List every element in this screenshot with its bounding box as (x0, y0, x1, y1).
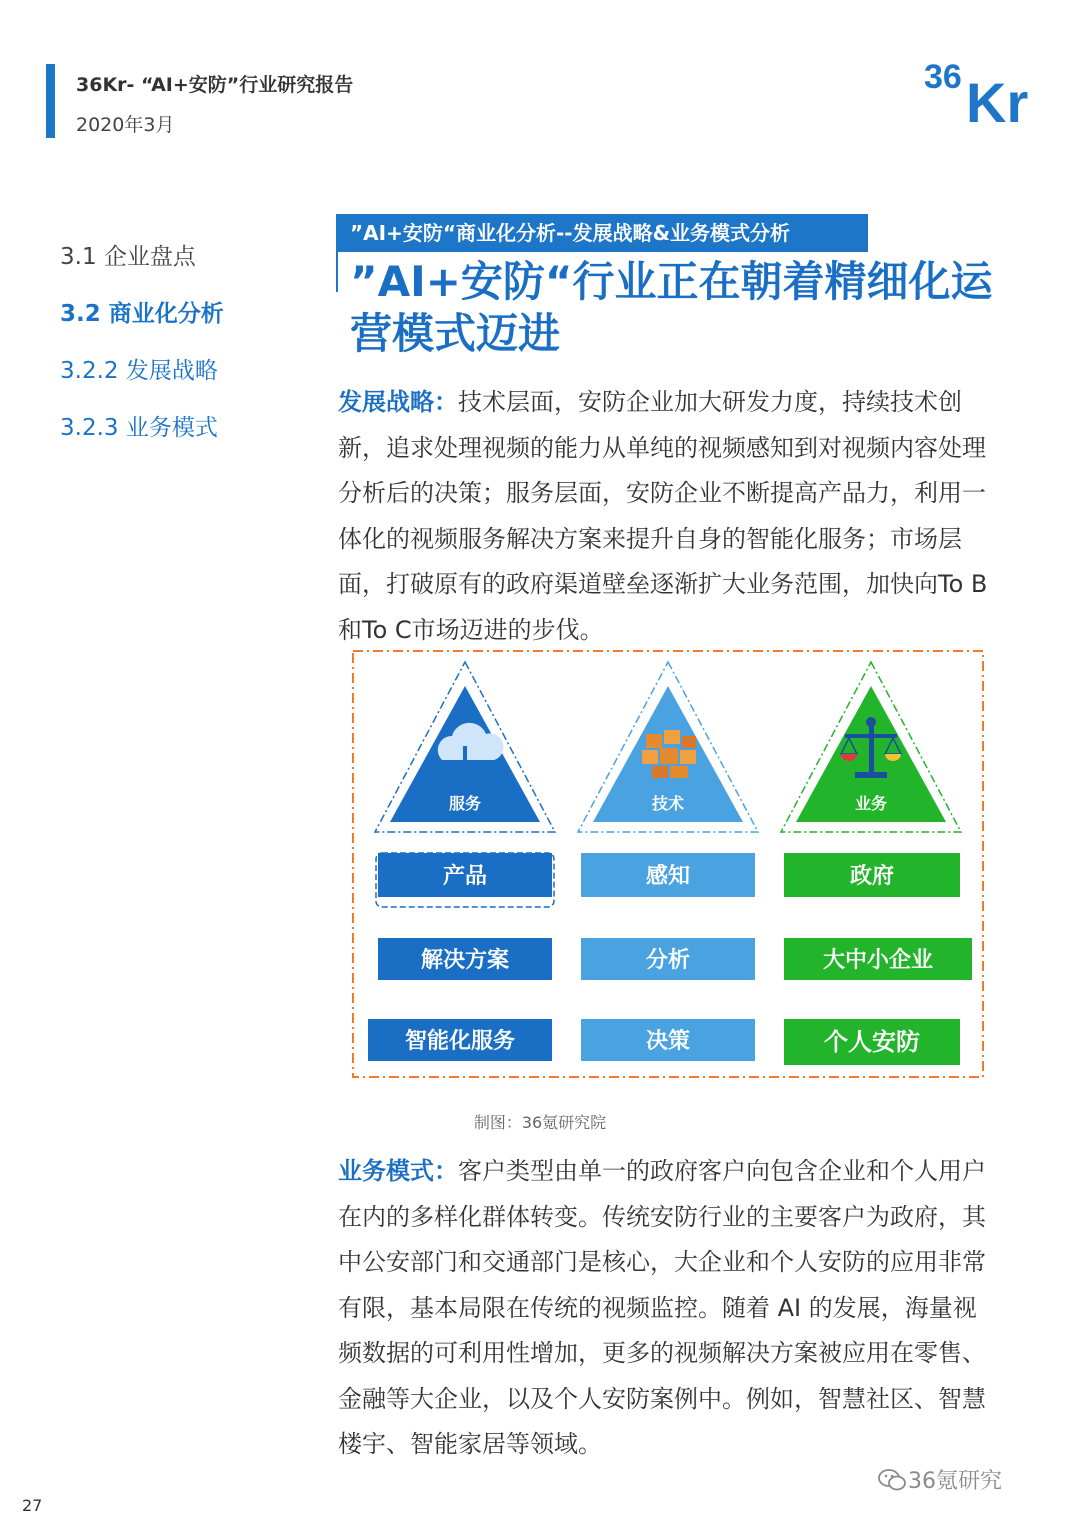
paragraph-text: 技术层面，安防企业加大研发力度，持续技术创新，追求处理视频的能力从单纯的视频感知到对视频内容处理分析后的决策；服务层面，安防企业不断提高产品力，利用一体化的视频服务解决方案来提升自身的智能化服务；市场层面，打破原有的政府渠道壁垒逐渐扩大业务范围，加快向To B和To C市场迈进的步伐。 (338, 388, 988, 644)
box-label: 大中小企业 (822, 948, 934, 973)
diagram-caption: 制图：36氪研究院 (473, 1113, 607, 1132)
wechat-icon (878, 1468, 906, 1492)
paragraph-text: 客户类型由单一的政府客户向包含企业和个人用户在内的多样化群体转变。传统安防行业的主要客户为政府，其中公安部门和交通部门是核心，大企业和个人安防的应用非常有限，基本局限在传统的视频监控。随着 AI 的发展，海量视频数据的可利用性增加，更多的视频解决方案被应用在零售、金融等大企业，以及个人安防案例中。例如，智慧社区、智慧楼宇、智能家居等领域。 (338, 1157, 986, 1458)
paragraph-lead: 业务模式： (338, 1157, 458, 1185)
nav-item-business-model[interactable]: 3.2.3 业务模式 (60, 415, 218, 441)
strategy-diagram (352, 650, 984, 1078)
box-label: 个人安防 (824, 1028, 920, 1056)
paragraph-business-model (338, 1149, 988, 1468)
box-label: 解决方案 (420, 948, 510, 973)
nav-item-commercialization[interactable]: 3.2 商业化分析 (60, 301, 224, 327)
logo-kr: Kr (966, 71, 1029, 130)
36kr-logo (918, 56, 1048, 130)
triangle-label: 业务 (854, 794, 888, 813)
page-number: 27 (22, 1496, 43, 1515)
paragraph-lead: 发展战略： (338, 388, 458, 416)
box-label: 产品 (442, 864, 488, 889)
page-heading: ”AI+安防“行业正在朝着精细化运营模式迈进 (350, 257, 993, 358)
section-tag: ”AI+安防“商业化分析--发展战略&业务模式分析 (338, 214, 868, 252)
header-accent-bar (46, 64, 55, 138)
box-label: 决策 (645, 1029, 691, 1054)
report-title: 36Kr- “AI+安防”行业研究报告 (76, 74, 354, 96)
wechat-account: 36氪研究 (908, 1469, 1002, 1494)
box-label: 政府 (849, 864, 895, 889)
triangle-label: 服务 (448, 794, 482, 813)
diagram-column-business (781, 662, 972, 1065)
box-label: 感知 (645, 864, 691, 889)
nav-item-enterprise-inventory[interactable]: 3.1 企业盘点 (60, 244, 196, 270)
diagram-column-service (368, 662, 555, 1061)
box-label: 分析 (645, 948, 691, 973)
paragraph-strategy (338, 380, 988, 653)
logo-36: 36 (924, 58, 962, 96)
nav-item-development-strategy[interactable]: 3.2.2 发展战略 (60, 358, 218, 384)
report-date: 2020年3月 (76, 114, 175, 136)
box-label: 智能化服务 (404, 1029, 516, 1054)
diagram-column-technology (578, 662, 758, 1061)
triangle-label: 技术 (651, 794, 685, 813)
